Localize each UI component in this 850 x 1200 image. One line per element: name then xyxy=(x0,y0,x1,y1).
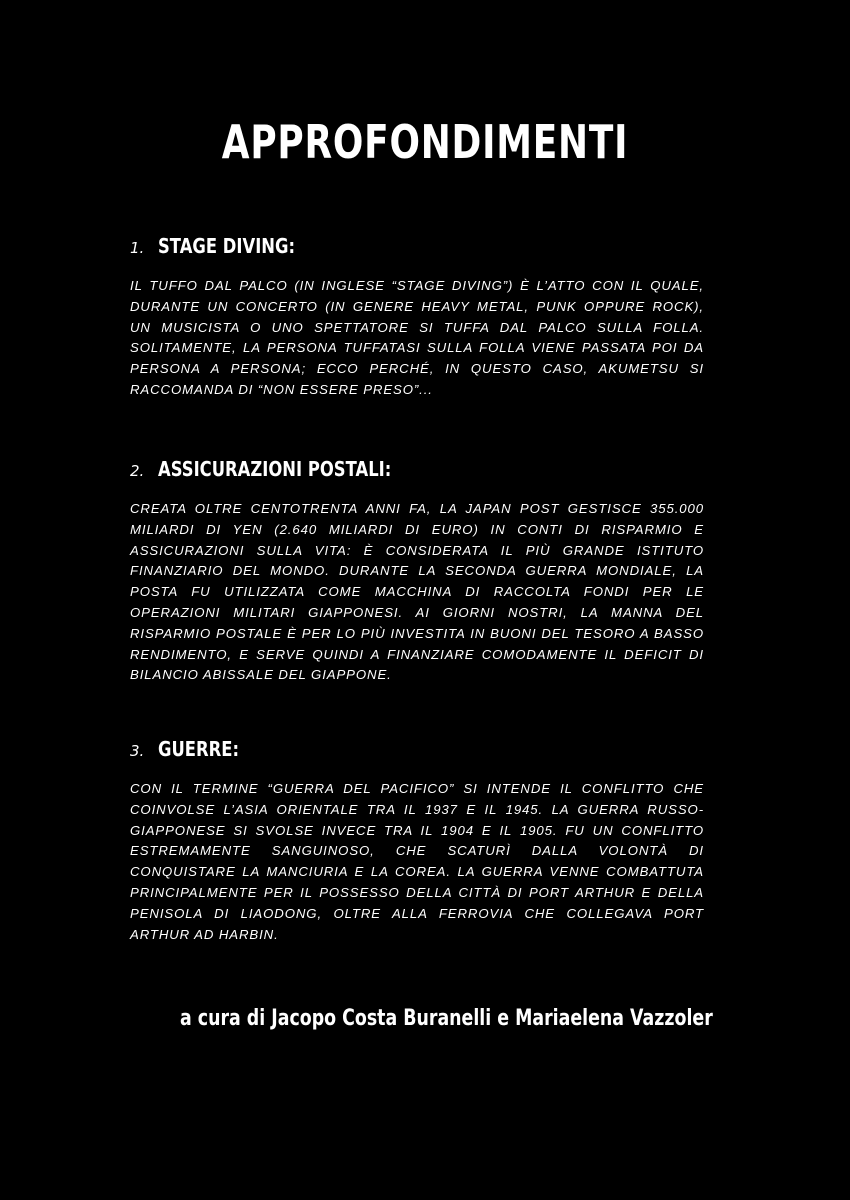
section-heading xyxy=(130,733,704,765)
section-body: IL TUFFO DAL PALCO (IN INGLESE “STAGE DIVING”) È L’ATTO CON IL QUALE, DURANTE UN CONCERTO (IN GENERE HEAVY METAL, PUNK OPPURE ROCK), UN MUSICISTA O UNO SPETTATORE SI TUFFA DAL PALCO SULLA FOLLA. SOLITAMENTE, LA PERSONA TUFFATASI SULLA FOLLA VIENE PASSATA POI DA PERSONA A PERSONA; ECCO PERCHÉ, IN QUESTO CASO, AKUMETSU SI RACCOMANDA DI “NON ESSERE PRESO”... xyxy=(130,278,704,397)
section-assicurazioni-postali xyxy=(130,453,704,686)
section-stage-diving xyxy=(130,230,704,401)
section-body: CREATA OLTRE CENTOTRENTA ANNI FA, LA JAPAN POST GESTISCE 355.000 MILIARDI DI YEN (2.640 MILIARDI DI EURO) IN CONTI DI RISPARMIO E ASSICURAZIONI SULLA VITA: È CONSIDERATA IL PIÙ GRANDE ISTITUTO FINANZIARIO DEL MONDO. DURANTE LA SECONDA GUERRA MONDIALE, LA POSTA FU UTILIZZATA COME MACCHINA DI RACCOLTA FONDI PER LE OPERAZIONI MILITARI GIAPPONESI. AI GIORNI NOSTRI, LA MANNA DEL RISPARMIO POSTALE È PER LO PIÙ INVESTITA IN BUONI DEL TESORO A BASSO RENDIMENTO, E SERVE QUINDI A FINANZIARE COMODAMENTE IL DEFICIT DI BILANCIO ABISSALE DEL GIAPPONE. xyxy=(130,501,704,683)
section-heading xyxy=(130,230,704,262)
section-guerre xyxy=(130,733,704,945)
page-title: APPROFONDIMENTI xyxy=(221,115,629,169)
section-body: CON IL TERMINE “GUERRA DEL PACIFICO” SI INTENDE IL CONFLITTO CHE COINVOLSE L’ASIA ORIENTALE TRA IL 1937 E IL 1945. LA GUERRA RUSSO-GIAPPONESE SI SVOLSE INVECE TRA IL 1904 E IL 1905. FU UN CONFLITTO ESTREMAMENTE SANGUINOSO, CHE SCATURÌ DALLA VOLONTÀ DI CONQUISTARE LA MANCIURIA E LA COREA. LA GUERRA VENNE COMBATTUTA PRINCIPALMENTE PER IL POSSESSO DELLA CITTÀ DI PORT ARTHUR E DELLA PENISOLA DI LIAODONG, OLTRE ALLA FERROVIA CHE COLLEGAVA PORT ARTHUR AD HARBIN. xyxy=(130,781,704,942)
section-number: 3. xyxy=(130,742,145,760)
section-number: 2. xyxy=(130,462,145,480)
section-heading xyxy=(130,453,704,485)
section-title: GUERRE: xyxy=(158,737,240,761)
section-title: ASSICURAZIONI POSTALI: xyxy=(158,457,392,481)
section-title: STAGE DIVING: xyxy=(158,234,296,258)
credits: a cura di Jacopo Costa Buranelli e Mariaelena Vazzoler xyxy=(180,1006,713,1031)
section-number: 1. xyxy=(130,239,145,257)
